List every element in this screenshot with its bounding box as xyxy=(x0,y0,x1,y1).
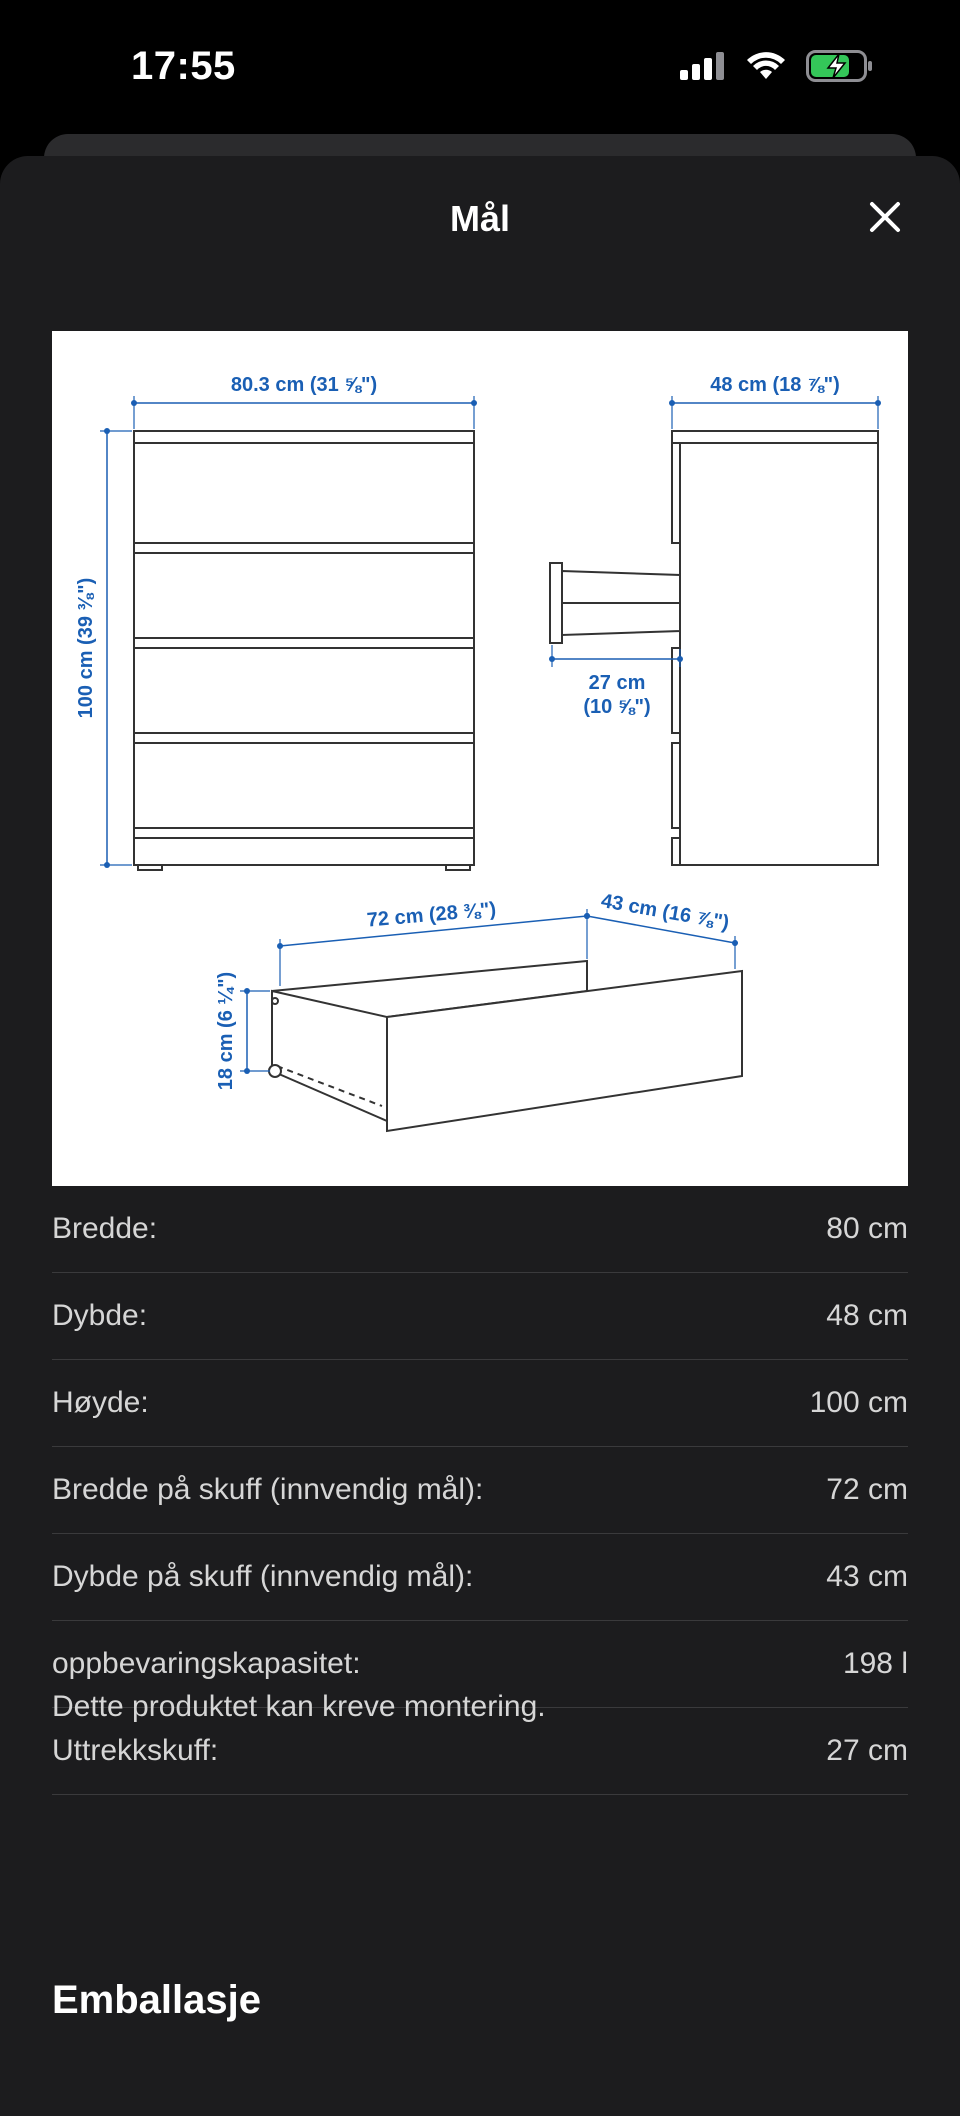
spec-label: Bredde: xyxy=(52,1212,158,1245)
height-label: 100 cm (39 ⅜") xyxy=(75,577,97,719)
drawer-width-label: 72 cm (28 ⅜") xyxy=(365,898,497,932)
drawer-drawing xyxy=(269,961,742,1131)
spec-row-width xyxy=(52,1186,908,1273)
dimensions-diagram xyxy=(52,331,908,1186)
spec-label: Høyde: xyxy=(52,1386,149,1419)
spec-label: Dybde: xyxy=(52,1299,148,1332)
depth-dimension xyxy=(672,374,878,429)
extension-dimension xyxy=(552,645,680,718)
close-button[interactable] xyxy=(862,194,908,240)
height-dimension xyxy=(75,431,132,865)
spec-value: 72 cm xyxy=(826,1473,908,1506)
extension-label: 27 cm xyxy=(588,672,646,694)
spec-value: 100 cm xyxy=(809,1386,908,1419)
spec-value: 48 cm xyxy=(826,1299,908,1332)
status-icons xyxy=(680,50,874,82)
width-label: 80.3 cm (31 ⅝") xyxy=(230,374,378,396)
chest-front-drawing xyxy=(134,431,474,870)
spec-label: Bredde på skuff (innvendig mål): xyxy=(52,1473,484,1506)
drawer-height-dimension xyxy=(215,972,270,1090)
spec-row-drawer-depth xyxy=(52,1534,908,1621)
spec-label: Dybde på skuff (innvendig mål): xyxy=(52,1560,474,1593)
spec-value: 27 cm xyxy=(826,1734,908,1767)
status-bar xyxy=(0,0,960,140)
depth-label: 48 cm (18 ⅞") xyxy=(710,374,840,396)
spec-row-depth xyxy=(52,1273,908,1360)
width-dimension xyxy=(134,374,474,429)
sheet-title: Mål xyxy=(449,198,510,239)
sheet-header xyxy=(0,156,960,286)
spec-value: 80 cm xyxy=(826,1212,908,1245)
drawer-height-label: 18 cm (6 ¼") xyxy=(215,971,237,1091)
signal-icon xyxy=(680,52,726,80)
close-icon xyxy=(869,201,901,233)
packaging-heading: Emballasje xyxy=(52,1978,262,2022)
battery-charging-icon xyxy=(806,50,874,82)
spec-label: oppbevaringskapasitet: xyxy=(52,1647,361,1680)
dimensions-sheet xyxy=(0,156,960,2116)
spec-row-drawer-width xyxy=(52,1447,908,1534)
chest-side-drawing xyxy=(550,431,878,865)
status-time: 17:55 xyxy=(131,44,236,88)
wifi-icon xyxy=(746,51,786,81)
spec-value: 198 l xyxy=(842,1647,908,1680)
drawer-depth-dimension xyxy=(587,890,735,969)
spec-label: Uttrekkskuff: xyxy=(52,1734,219,1767)
assembly-note: Dette produktet kan kreve montering. xyxy=(52,1690,546,1723)
drawer-depth-label: 43 cm (16 ⅞") xyxy=(599,890,731,935)
spec-value: 43 cm xyxy=(826,1560,908,1593)
extension-label-inches: (10 ⅝") xyxy=(583,696,651,718)
spec-row-height xyxy=(52,1360,908,1447)
